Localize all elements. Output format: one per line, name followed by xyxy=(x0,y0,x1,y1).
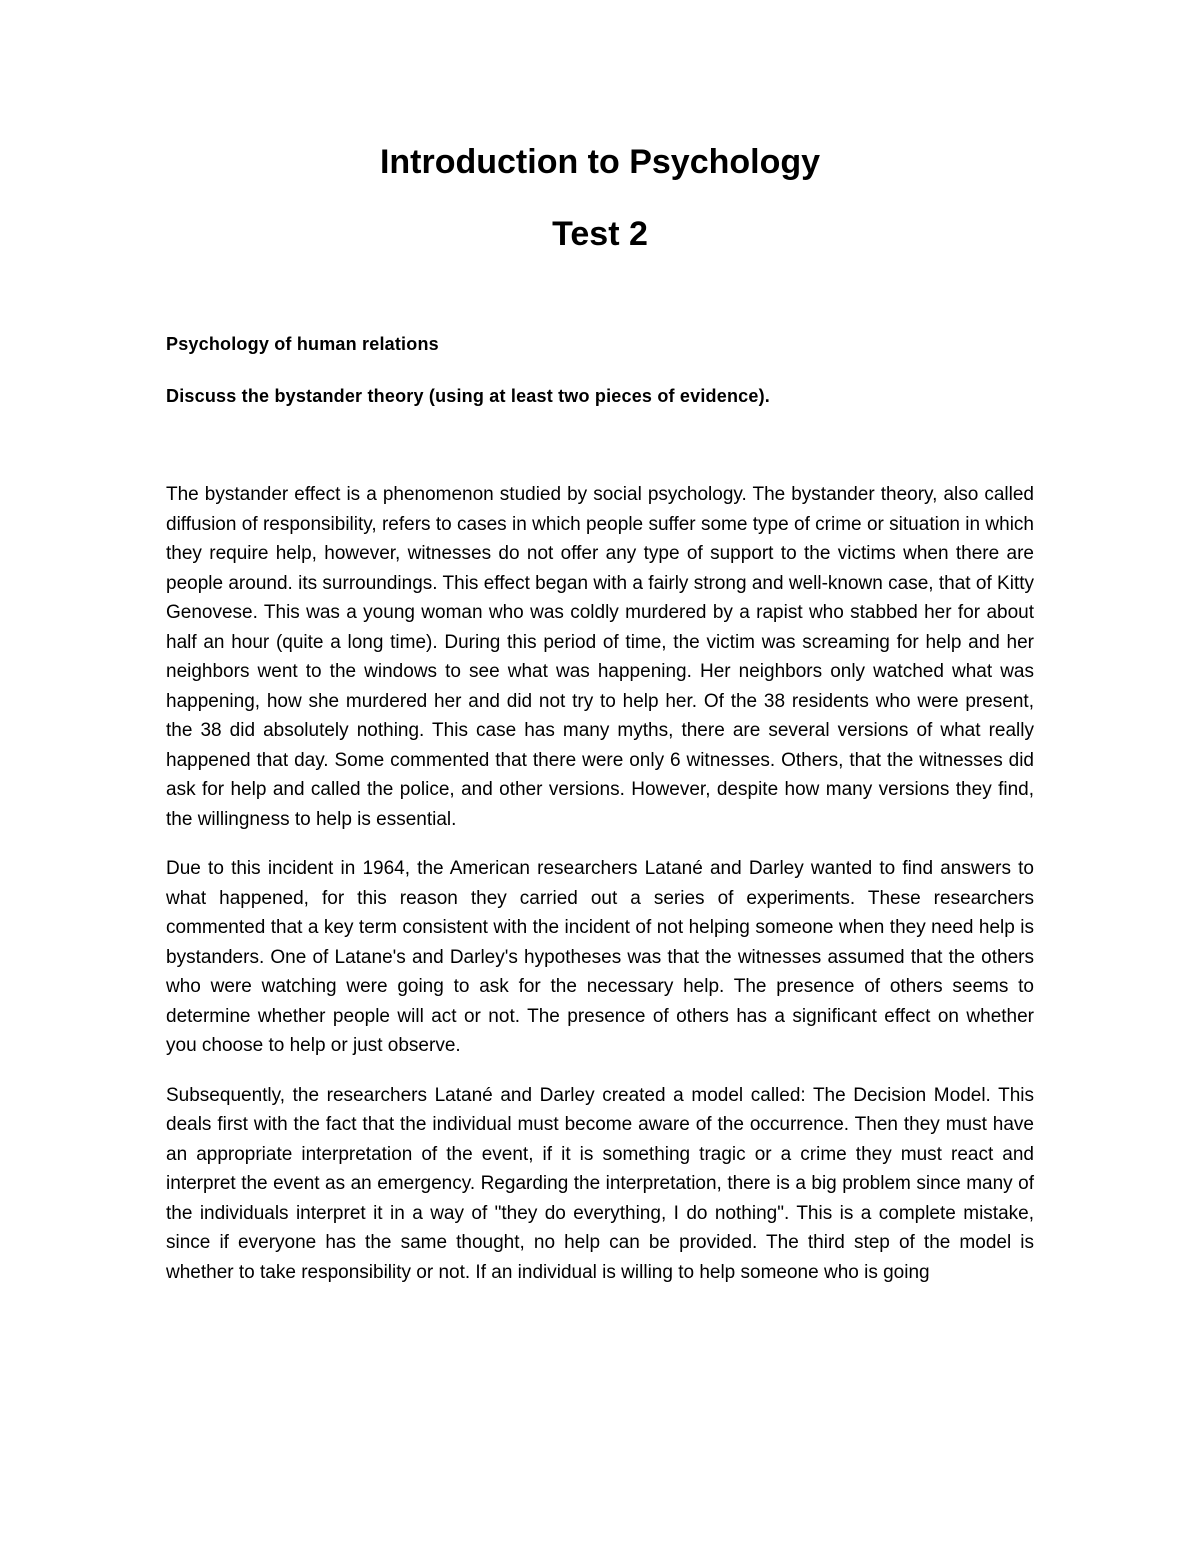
body-paragraph-1: The bystander effect is a phenomenon studied by social psychology. The bystander theory, also called diffusion of responsibility, refers to cases in which people suffer some type of crime or situation in which they require help, however, witnesses do not offer any type of support to the victims when there are people around. its surroundings. This effect began with a fairly strong and well-known case, that of Kitty Genovese. This was a young woman who was coldly murdered by a rapist who stabbed her for about half an hour (quite a long time). During this period of time, the victim was screaming for help and her neighbors went to the windows to see what was happening. Her neighbors only watched what was happening, how she murdered her and did not try to help her. Of the 38 residents who were present, the 38 did absolutely nothing. This case has many myths, there are several versions of what really happened that day. Some commented that there were only 6 witnesses. Others, that the witnesses did ask for help and called the police, and other versions. However, despite how many versions they find, the willingness to help is essential. xyxy=(166,484,1034,830)
document-title: Introduction to Psychology xyxy=(379,143,821,181)
body-paragraph-3: Subsequently, the researchers Latané and Darley created a model called: The Decision Model. This deals first with the fact that the individual must become aware of the occurrence. Then they must have an appropriate interpretation of the event, if it is something tragic or a crime they must react and interpret the event as an emergency. Regarding the interpretation, there is a big problem since many of the individuals interpret it in a way of "they do everything, I do nothing". This is a complete mistake, since if everyone has the same thought, no help can be provided. The third step of the model is whether to take responsibility or not. If an individual is willing to help someone who is going xyxy=(166,1084,1034,1283)
question-prompt: Discuss the bystander theory (using at least two pieces of evidence). xyxy=(166,386,770,406)
document-body xyxy=(166,480,1034,1307)
section-heading: Psychology of human relations xyxy=(166,334,439,354)
document-subtitle: Test 2 xyxy=(552,215,648,253)
body-paragraph-2: Due to this incident in 1964, the American researchers Latané and Darley wanted to find answers to what happened, for this reason they carried out a series of experiments. These researchers commented that a key term consistent with the incident of not helping someone when they need help is bystanders. One of Latane's and Darley's hypotheses was that the witnesses assumed that the others who were watching were going to ask for the necessary help. The presence of others seems to determine whether people will act or not. The presence of others has a significant effect on whether you choose to help or just observe. xyxy=(166,858,1034,1056)
